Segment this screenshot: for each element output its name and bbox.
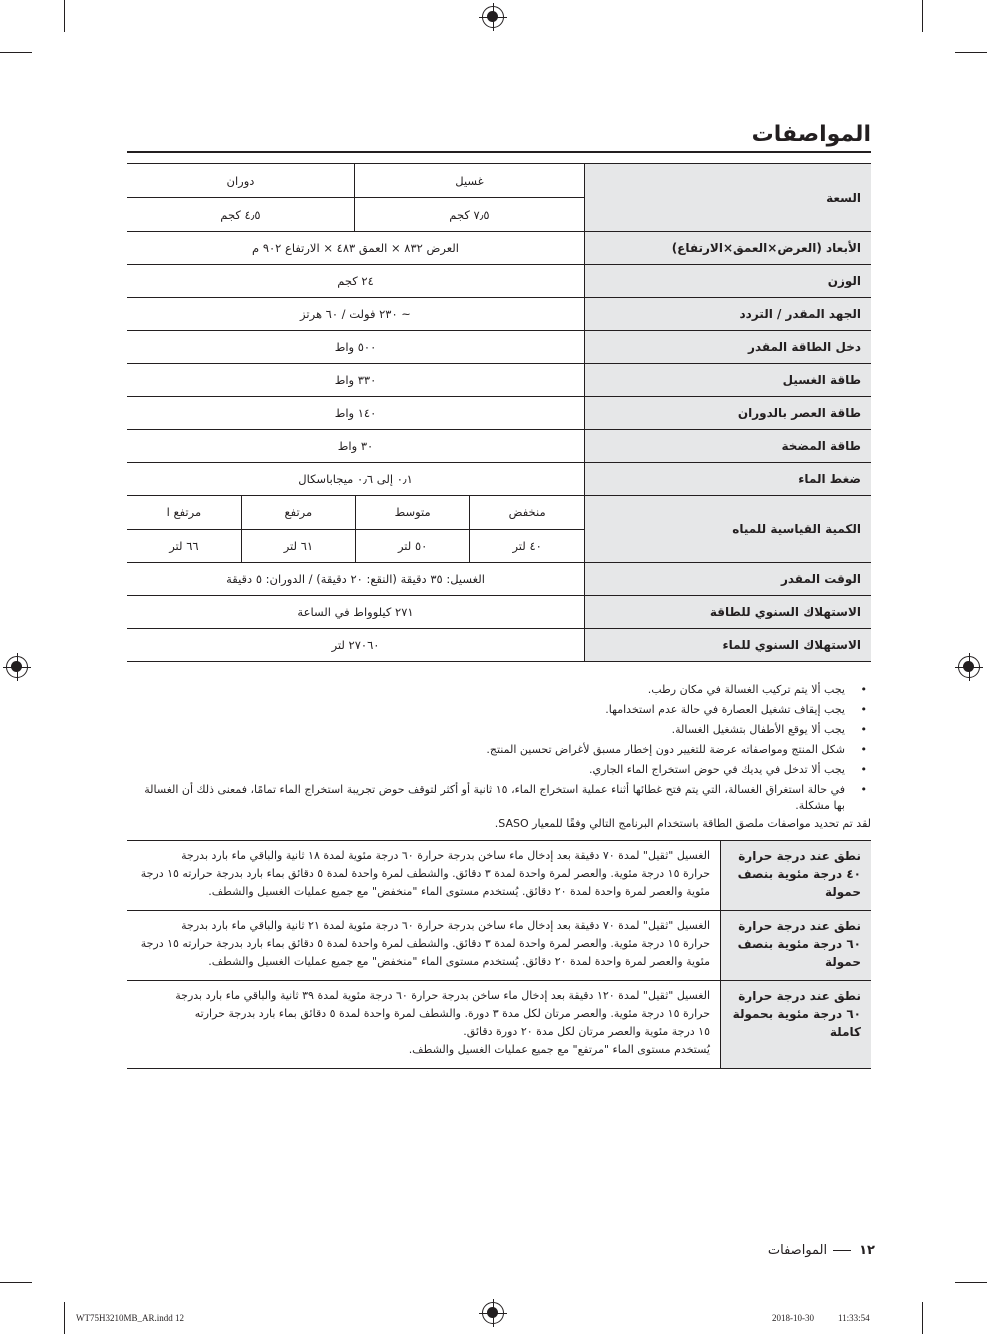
- spec-table: [127, 163, 871, 662]
- slug-file: WT75H3210MB_AR.indd 12: [76, 1313, 184, 1323]
- program-description: [127, 911, 721, 981]
- pump-power-value: ٣٠ واط: [127, 430, 585, 463]
- program-line: حرارة ١٥ درجة مئوية. والعصر مرتان لكل مدة ٣ دورة. والشطف لمرة واحدة لمدة ٥ دقائق بماء بارد بدرجة حرارته: [194, 1007, 710, 1020]
- footer-divider: [833, 1250, 851, 1251]
- table-row: [127, 298, 871, 331]
- annual-energy-value: ٢٧١ كيلوواط في الساعة: [127, 596, 585, 629]
- water-level-grid: [127, 496, 584, 562]
- water-level-high-plus: مرتفع ا: [127, 496, 241, 529]
- water-volume-high: ٦١ لتر: [241, 529, 355, 562]
- dimensions-label: الأبعاد (العرض×العمق×الارتفاع): [585, 232, 872, 265]
- saso-note: لقد تم تحديد مواصفات ملصق الطاقة باستخدام البرنامج التالي وفقًا للمعيار SASO.: [494, 817, 871, 830]
- crop-mark: [0, 52, 32, 53]
- program-line: مئوية والعصر لمرة واحدة لمدة ٢٠ دقائق. يُستخدم مستوى الماء "منخفض" مع جميع عمليات الغسيل والشطف.: [208, 955, 710, 968]
- table-row: [127, 981, 871, 1069]
- crop-mark: [955, 1282, 987, 1283]
- crop-mark: [922, 0, 923, 32]
- table-row: [127, 563, 871, 596]
- table-row: [127, 164, 871, 198]
- list-item: • يجب ألا يتم تركيب الغسالة في مكان رطب.: [131, 682, 871, 698]
- list-item: • يجب ألا تدخل في يديك في حوض استخراج الماء الجاري.: [131, 762, 871, 778]
- water-pressure-value: ٠٫١ إلى ٠٫٦ ميجاباسكال: [127, 463, 585, 496]
- water-level-high: مرتفع: [241, 496, 355, 529]
- weight-label: الوزن: [585, 265, 872, 298]
- spin-power-label: طاقة العصر بالدوران: [585, 397, 872, 430]
- table-row: [127, 331, 871, 364]
- dimensions-value: العرض ٨٣٢ × العمق ٤٨٣ × الارتفاع ٩٠٢ م: [127, 232, 585, 265]
- program-line: مئوية والعصر لمرة واحدة لمدة ٢٠ دقائق. يُستخدم مستوى الماء "منخفض" مع جميع عمليات الغسيل والشطف.: [208, 885, 710, 898]
- program-description: [127, 981, 721, 1069]
- table-row: [127, 265, 871, 298]
- list-item: • يجب إيقاف تشغيل العصارة في حالة عدم استخدامها.: [131, 702, 871, 718]
- wash-header: غسيل: [354, 164, 584, 198]
- program-line: الغسيل "ثقيل" لمدة ٧٠ دقيقة بعد إدخال ماء ساخن بدرجة حرارة ٦٠ درجة مئوية لمدة ٢١ ثانية والباقي ماء بارد بدرجة: [181, 919, 710, 932]
- spin-power-value: ١٤٠ واط: [127, 397, 585, 430]
- voltage-label: الجهد المقدر / التردد: [585, 298, 872, 331]
- rated-input-label: دخل الطاقة المقدر: [585, 331, 872, 364]
- program-description: [127, 841, 721, 911]
- weight-value: ٢٤ كجم: [127, 265, 585, 298]
- annual-water-label: الاستهلاك السنوي للماء: [585, 629, 872, 662]
- page-footer: [768, 1243, 875, 1258]
- page-title: المواصفات: [751, 122, 871, 147]
- water-level-low: منخفض: [470, 496, 584, 529]
- crop-mark: [0, 1282, 32, 1283]
- registration-mark-icon: [482, 6, 504, 28]
- program-line: يُستخدم مستوى الماء "مرتفع" مع جميع عمليات الغسيل والشطف.: [408, 1043, 710, 1056]
- water-volume-high-plus: ٦٦ لتر: [169, 538, 199, 553]
- program-label: نطق عند درجة حرارة ٤٠ درجة مئوية بنصف حمولة: [721, 841, 872, 911]
- water-level-label: الكمية القياسية للمياه: [585, 496, 872, 563]
- annual-energy-label: الاستهلاك السنوي للطاقة: [585, 596, 872, 629]
- table-row: [127, 232, 871, 265]
- table-row: [127, 596, 871, 629]
- capacity-label: السعة: [585, 164, 872, 232]
- program-line: حرارة ١٥ درجة مئوية. والعصر لمرة واحدة لمدة ٣ دقائق. والشطف لمرة واحدة لمدة ٥ دقائق بماء بارد بدرجة حرارته ١٥ درجة: [140, 867, 710, 880]
- page-number: ١٢: [859, 1243, 875, 1258]
- spin-header: دوران: [127, 164, 354, 198]
- spin-value: ٤٫٥ كجم: [127, 198, 354, 232]
- crop-mark: [955, 52, 987, 53]
- energy-program-table: [127, 840, 871, 1069]
- pump-power-label: طاقة المضخة: [585, 430, 872, 463]
- table-row: [127, 463, 871, 496]
- rated-input-value: ٥٠٠ واط: [127, 331, 585, 364]
- water-volume-low: ٤٠ لتر: [470, 529, 584, 562]
- program-line: حرارة ١٥ درجة مئوية. والعصر لمرة واحدة لمدة ٣ دقائق. والشطف لمرة واحدة لمدة ٥ دقائق بماء بارد بدرجة حرارته ١٥ درجة: [140, 937, 710, 950]
- table-row: [127, 841, 871, 911]
- program-line: الغسيل "ثقيل" لمدة ١٢٠ دقيقة بعد إدخال ماء ساخن بدرجة حرارة ٦٠ درجة مئوية لمدة ٣٩ ثانية والباقي ماء بارد بدرجة: [175, 989, 710, 1002]
- wash-power-label: طاقة الغسيل: [585, 364, 872, 397]
- rated-time-label: الوقت المقدر: [585, 563, 872, 596]
- list-item: • يجب ألا يوقع الأطفال بتشغيل الغسالة.: [131, 722, 871, 738]
- program-label: نطق عند درجة حرارة ٦٠ درجة مئوية بحمولة كاملة: [721, 981, 872, 1069]
- table-row: [127, 496, 871, 563]
- registration-mark-icon: [958, 656, 980, 678]
- title-divider: [127, 151, 871, 153]
- table-row: [127, 911, 871, 981]
- crop-mark: [922, 1302, 923, 1334]
- voltage-value: ~ ٢٣٠ فولت / ٦٠ هرتز: [127, 298, 585, 331]
- table-row: [127, 364, 871, 397]
- crop-mark: [64, 0, 65, 32]
- program-label: نطق عند درجة حرارة ٦٠ درجة مئوية بنصف حمولة: [721, 911, 872, 981]
- list-item: • في حالة استغراق الغسالة، التي يتم فتح غطائها أثناء عملية استخراج الماء، ١٥ ثانية أو أكثر لتوقف حوض تجريبة استخراج الماء تمامًا، فمعنى ذلك أن الغسالة بها مشكلة.: [131, 782, 871, 814]
- crop-mark: [64, 1302, 65, 1334]
- water-volume-medium: ٥٠ لتر: [356, 529, 470, 562]
- table-row: [127, 629, 871, 662]
- footer-section-name: المواصفات: [767, 1243, 828, 1258]
- water-pressure-label: ضغط الماء: [585, 463, 872, 496]
- list-item: • شكل المنتج ومواصفاته عرضة للتغيير دون إخطار مسبق لأغراض تحسين المنتج.: [131, 742, 871, 758]
- table-row: [127, 397, 871, 430]
- program-line: الغسيل "ثقيل" لمدة ٧٠ دقيقة بعد إدخال ماء ساخن بدرجة حرارة ٦٠ درجة مئوية لمدة ١٨ ثانية والباقي ماء بارد بدرجة: [181, 849, 710, 862]
- wash-value: ٧٫٥ كجم: [354, 198, 584, 232]
- slug-time: 11:33:54: [838, 1313, 870, 1323]
- wash-power-value: ٣٣٠ واط: [127, 364, 585, 397]
- slug-date: 2018-10-30: [772, 1313, 814, 1323]
- registration-mark-icon: [482, 1302, 504, 1324]
- annual-water-value: ٢٧٠٦٠ لتر: [127, 629, 585, 662]
- rated-time-value: الغسيل: ٣٥ دقيقة (النقع: ٢٠ دقيقة) / الدوران: ٥ دقيقة: [127, 563, 585, 596]
- registration-mark-icon: [6, 656, 28, 678]
- program-line: ١٥ درجة مئوية والعصر مرتان لكل مدة ٢٠ دورة دقائق.: [463, 1025, 710, 1038]
- notes-list: [131, 682, 871, 818]
- water-level-medium: متوسط: [356, 496, 470, 529]
- table-row: [127, 430, 871, 463]
